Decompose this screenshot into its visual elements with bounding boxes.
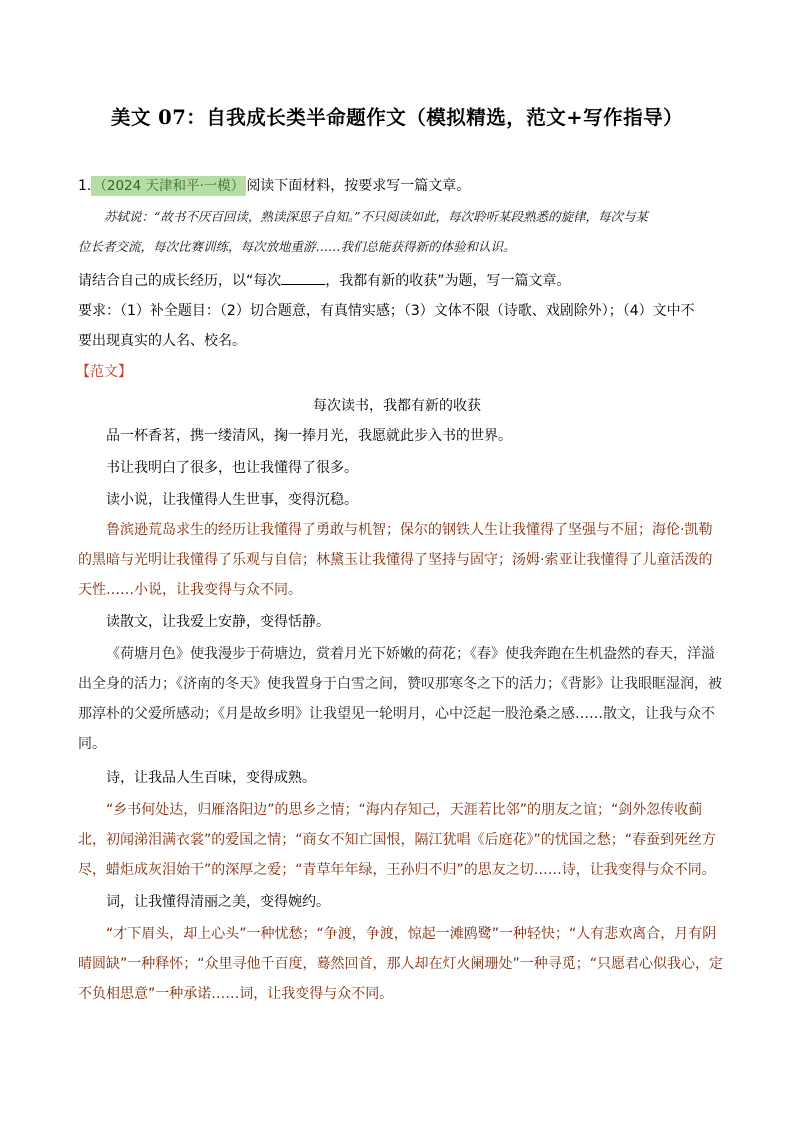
essay-paragraph-9: 词，让我懂得清丽之美，变得婉约。 bbox=[106, 894, 330, 910]
question-line bbox=[78, 176, 470, 196]
prompt-after: ，我都有新的收获”为题，写一篇文章。 bbox=[325, 273, 571, 289]
document-title: 美文 07：自我成长类半命题作文（模拟精选，范文+写作指导） bbox=[110, 106, 684, 129]
question-number: 1. bbox=[78, 178, 92, 194]
essay-paragraph-6: 《荷塘月色》使我漫步于荷塘边，赏着月光下娇嫩的荷花；《春》使我奔跑在生机盎然的春天，洋溢出全身的活力；《济南的冬天》使我置身于白雪之间，赞叹那寒冬之下的活力；《背影》让我眼眶湿润，被那淳朴的父爱所感动；《月是故乡明》让我望见一轮明月，心中泛起一股沧桑之感……散文，让我与众不同。 bbox=[78, 646, 722, 752]
material-line-2: 位长者交流，每次比赛训练，每次放地重游……我们总能获得新的体验和认识。 bbox=[78, 239, 516, 254]
prompt-before: 请结合自己的成长经历，以“每次 bbox=[78, 273, 282, 289]
question-source-highlight: （2024 天津和平·一模） bbox=[93, 178, 245, 194]
requirements-line-1: 要求：（1）补全题目：（2）切合题意，有真情实感；（3）文体不限（诗歌、戏剧除外）；（4）文中不 bbox=[78, 303, 695, 319]
essay-paragraph-1: 品一杯香茗，携一缕清风，掬一捧月光，我愿就此步入书的世界。 bbox=[106, 428, 512, 444]
essay-paragraph-2: 书让我明白了很多，也让我懂得了很多。 bbox=[106, 460, 358, 476]
title-blank bbox=[281, 270, 325, 285]
essay-paragraph-4: 鲁滨逊荒岛求生的经历让我懂得了勇敢与机智；保尔的钢铁人生让我懂得了坚强与不屈；海伦·凯勒的黑暗与光明让我懂得了乐观与自信；林黛玉让我懂得了坚持与固守；汤姆·索亚让我懂得了儿童活泼的天性……小说，让我变得与众不同。 bbox=[78, 522, 713, 598]
question-instruction: 阅读下面材料，按要求写一篇文章。 bbox=[246, 178, 471, 194]
requirements-line-2: 要出现真实的人名、校名。 bbox=[78, 333, 246, 349]
essay-paragraph-7: 诗，让我品人生百味，变得成熟。 bbox=[106, 770, 316, 786]
essay-prompt bbox=[78, 270, 571, 291]
essay-paragraph-8: “乡书何处达，归雁洛阳边”的思乡之情；“海内存知己，天涯若比邻”的朋友之谊；“剑外忽传收蓟北，初闻涕泪满衣裳”的爱国之情；“商女不知亡国恨，隔江犹唱《后庭花》”的忧国之愁；“春蚕到死丝方尽，蜡炬成灰泪始干”的深厚之爱；“青草年年绿，王孙归不归”的思友之切……诗，让我变得与众不同。 bbox=[78, 802, 717, 878]
essay-paragraph-5: 读散文，让我爱上安静，变得恬静。 bbox=[106, 614, 330, 630]
fanwen-label: 【范文】 bbox=[76, 364, 132, 380]
essay-paragraph-3: 读小说，让我懂得人生世事，变得沉稳。 bbox=[106, 492, 358, 508]
essay-paragraph-10: “才下眉头，却上心头”一种忧愁；“争渡，争渡，惊起一滩鸥鹭”一种轻快；“人有悲欢离合，月有阴晴圆缺”一种释怀；“众里寻他千百度，蓦然回首，那人却在灯火阑珊处”一种寻觅；“只愿君心似我心，定不负相思意”一种承诺……词，让我变得与众不同。 bbox=[78, 926, 724, 1002]
material-line-1: 苏轼说：“故书不厌百回读，熟读深思子自知。”不只阅读如此，每次聆听某段熟悉的旋律，每次与某 bbox=[104, 209, 649, 224]
essay-title: 每次读书，我都有新的收获 bbox=[313, 398, 481, 414]
